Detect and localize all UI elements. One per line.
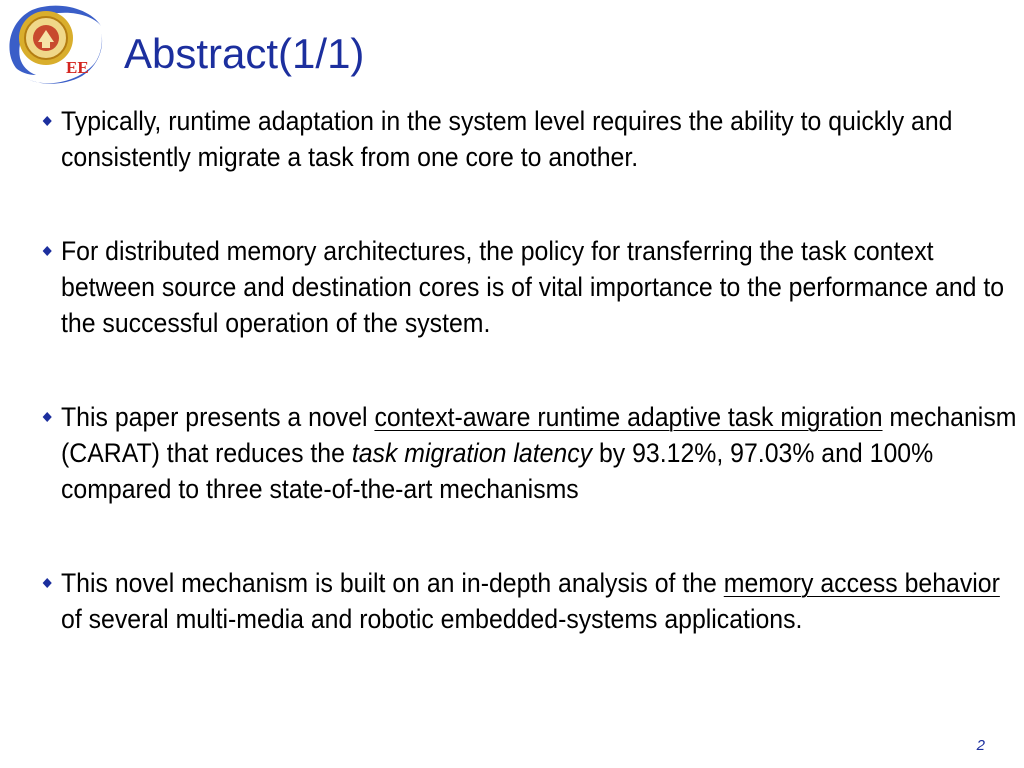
underlined-term: context-aware runtime adaptive task migration <box>374 402 883 432</box>
bullet-text-part: by 93.12%, 97.03% and 100% compared to three state-of-the-art mechanisms <box>61 438 934 504</box>
underlined-term: memory access behavior <box>723 568 1000 598</box>
slide-title: Abstract(1/1) <box>124 30 365 77</box>
bullet-text: For distributed memory architectures, the policy for transferring the task context between source and destination cores is of vital importance to the performance and to the successful operation of the system. <box>61 236 1005 338</box>
bullet-item <box>38 233 1022 341</box>
diamond-bullet-icon <box>43 412 52 422</box>
italic-term: task migration latency <box>351 438 593 468</box>
bullet-item <box>38 103 1022 175</box>
bullet-text-part: This novel mechanism is built on an in-depth analysis of the <box>61 568 724 598</box>
bullet-text-part: of several multi-media and robotic embedded-systems applications. <box>61 604 803 634</box>
page-number: 2 <box>976 737 985 754</box>
logo-text: EE <box>66 58 89 77</box>
bullet-item <box>38 399 1022 507</box>
bullet-item <box>38 565 1022 637</box>
university-seal-logo-icon <box>2 2 110 88</box>
bullet-list <box>38 103 1017 637</box>
bullet-text: Typically, runtime adaptation in the system level requires the ability to quickly and consistently migrate a task from one core to another. <box>61 106 953 172</box>
bullet-text-part: mechanism (CARAT) that reduces the <box>61 402 1017 468</box>
diamond-bullet-icon <box>43 578 52 588</box>
diamond-bullet-icon <box>43 246 52 256</box>
university-logo <box>2 2 110 88</box>
bullet-text-part: This paper presents a novel <box>61 402 375 432</box>
diamond-bullet-icon <box>43 116 52 126</box>
